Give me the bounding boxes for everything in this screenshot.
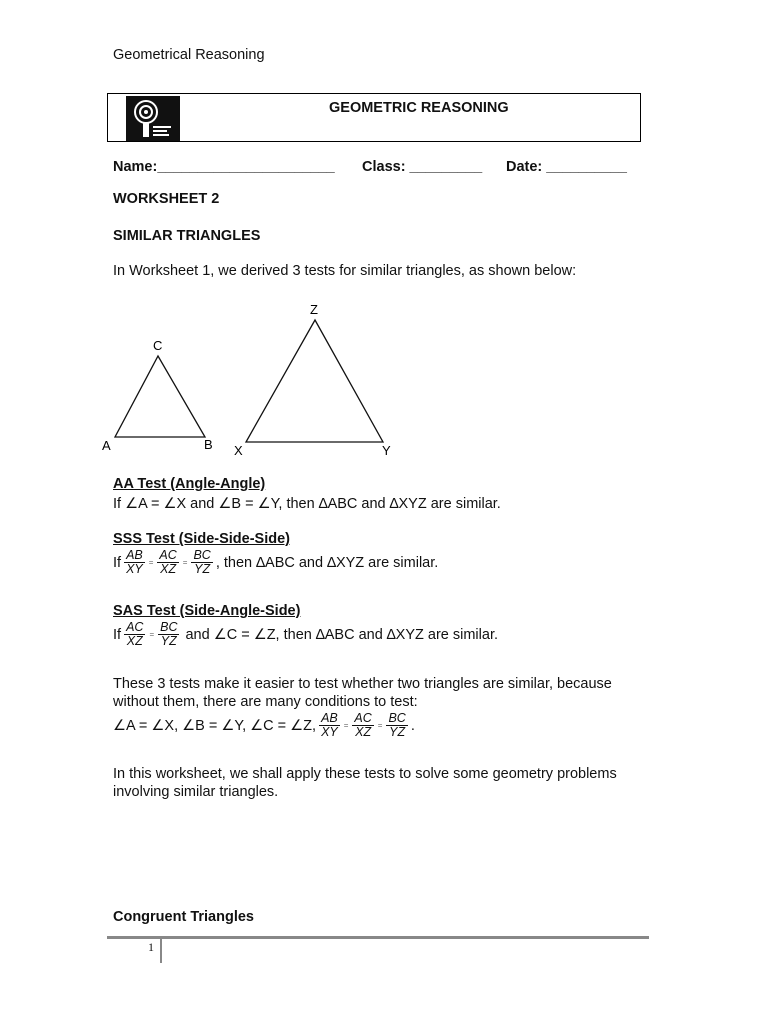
sss-test-text	[113, 549, 438, 576]
fraction-numerator: BC	[388, 711, 406, 725]
fraction-denominator: YZ	[158, 634, 179, 648]
tests-paragraph-line-2: without them, there are many conditions to test:	[113, 694, 418, 710]
fraction-denominator: XZ	[352, 725, 373, 739]
conditions-fraction-1	[319, 712, 340, 739]
sss-prefix: If	[113, 554, 122, 571]
fraction-numerator: AB	[126, 548, 143, 562]
intro-text: In Worksheet 1, we derived 3 tests for similar triangles, as shown below:	[113, 263, 577, 279]
sas-test-text	[113, 621, 498, 648]
sss-fraction-2	[157, 549, 178, 576]
footer-rule	[107, 936, 649, 939]
page-title: GEOMETRIC REASONING	[329, 100, 509, 116]
vertex-label-y: Y	[382, 443, 391, 458]
page-number: 1	[148, 940, 154, 954]
sss-test-heading: SSS Test (Side-Side-Side)	[113, 531, 290, 547]
equals-sign: =	[182, 558, 188, 568]
vertex-label-a: A	[102, 438, 111, 453]
fraction-numerator: AB	[321, 711, 338, 725]
fraction-denominator: YZ	[386, 725, 407, 739]
fraction-numerator: BC	[160, 620, 178, 634]
aa-test-heading: AA Test (Angle-Angle)	[113, 476, 266, 492]
name-field: Name:______________________	[113, 159, 335, 175]
fraction-denominator: XY	[126, 562, 143, 577]
equals-sign: =	[377, 721, 383, 731]
fraction-numerator: AC	[126, 620, 144, 634]
triangle-abc	[115, 356, 205, 437]
worksheet-heading: WORKSHEET 2	[113, 191, 220, 207]
fraction-denominator: YZ	[191, 562, 212, 576]
conditions-period: .	[410, 717, 415, 734]
equals-sign: =	[148, 558, 154, 568]
triangles-diagram	[95, 298, 415, 463]
closing-paragraph-line-2: involving similar triangles.	[113, 784, 279, 800]
topic-heading: SIMILAR TRIANGLES	[113, 228, 261, 244]
vertex-label-z: Z	[310, 302, 318, 317]
fraction-denominator: XY	[321, 725, 338, 740]
equals-sign: =	[149, 630, 155, 640]
fraction-numerator: AC	[354, 711, 372, 725]
sss-fraction-1	[124, 549, 145, 576]
sas-fraction-2	[158, 621, 179, 648]
conditions-fraction-3	[386, 712, 407, 739]
date-field: Date: __________	[506, 159, 627, 175]
running-header: Geometrical Reasoning	[113, 47, 265, 63]
vertex-label-b: B	[204, 437, 213, 452]
footer-section-title: Congruent Triangles	[113, 909, 254, 925]
fraction-denominator: XZ	[157, 562, 178, 576]
fraction-denominator: XZ	[124, 634, 145, 648]
tests-paragraph-line-1: These 3 tests make it easier to test whether two triangles are similar, because	[113, 676, 612, 692]
fraction-numerator: AC	[159, 548, 177, 562]
conditions-angles: ∠A = ∠X, ∠B = ∠Y, ∠C = ∠Z,	[113, 717, 317, 734]
equals-sign: =	[343, 721, 349, 731]
vertex-label-c: C	[153, 338, 163, 353]
conditions-fraction-2	[352, 712, 373, 739]
sas-suffix: and ∠C = ∠Z, then ∆ABC and ∆XYZ are similar.	[185, 626, 498, 643]
sas-fraction-1	[124, 621, 145, 648]
logo-icon	[126, 96, 180, 141]
conditions-line	[113, 712, 415, 739]
footer-divider	[160, 939, 162, 963]
aa-test-text: If ∠A = ∠X and ∠B = ∠Y, then ∆ABC and ∆XYZ are similar.	[113, 496, 501, 512]
vertex-label-x: X	[234, 443, 243, 458]
fraction-numerator: BC	[193, 548, 211, 562]
triangle-xyz	[246, 320, 383, 442]
sss-suffix: , then ∆ABC and ∆XYZ are similar.	[215, 554, 439, 571]
sss-fraction-3	[191, 549, 212, 576]
sas-prefix: If	[113, 626, 122, 643]
sas-test-heading: SAS Test (Side-Angle-Side)	[113, 603, 301, 619]
closing-paragraph-line-1: In this worksheet, we shall apply these tests to solve some geometry problems	[113, 766, 617, 782]
class-field: Class: _________	[362, 159, 483, 175]
